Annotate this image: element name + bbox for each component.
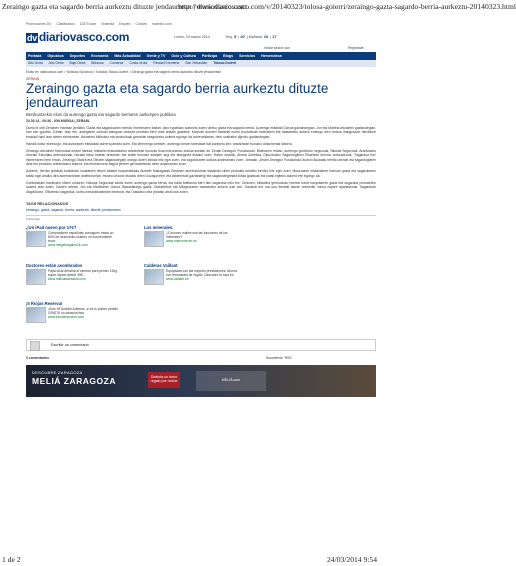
logo-badge: dv [27, 33, 37, 43]
weather-tomorrow-label: Mañana [248, 35, 262, 39]
weather-today-label: Hoy [225, 35, 233, 39]
logo-text: diariovasco.com [38, 30, 130, 44]
article-paragraph: Azkenik, herriko jendeak turistikoek kudeatzen diluen Aldabe kooperatibako Alobber Makagaazk Zerainen aurrerantzean eskainiko diren produktu turistiko berriez hitz egin zuen: Museoaren bisitaldiaren barruan gazta eta sagardoaren katak egin ahalko dira aurrerantzean asteburuetan, museo ondoan ekoiztu diren Gozaguneen; eta taldeentzat gaztandegi eta sagardotegietara bisita gidatuak eta katak egiteko aukera ere egongo da. [26, 169, 376, 178]
ad-title[interactable]: Los minerales. [144, 224, 174, 230]
masthead [26, 30, 376, 44]
nav-ocio-cultura[interactable]: Ocio y Cultura [171, 54, 196, 58]
subscribe-link[interactable]: Suscribirse [266, 355, 283, 360]
article-page [26, 22, 376, 397]
ad-text [48, 231, 120, 247]
ad-text [48, 307, 120, 319]
advertising-label: Publicidad [26, 216, 40, 221]
ads-block [26, 225, 376, 335]
breadcrumb: Estás en: diariovasco.com > Noticias Gipuzkoa > Noticias Tolosa-Goierri > Zeraingo gazta eta sagardo berria aurkeztu dituzte jendaurrean [26, 70, 222, 74]
weather-today-low: 5 [234, 34, 237, 39]
toplink-promociones[interactable]: Promociones DV [26, 22, 52, 26]
subscribe-links [266, 356, 292, 360]
ad-url[interactable]: www.vaillant.es [166, 277, 189, 282]
nav-participa[interactable]: Participa [201, 54, 218, 58]
ad-title[interactable]: Doctores están asombrados [26, 262, 83, 268]
register-link[interactable]: Regístrate [348, 46, 364, 50]
toplink-empleo[interactable]: Empleo [119, 22, 131, 26]
toplink-coches[interactable]: Coches [135, 22, 147, 26]
nav-servicios[interactable]: Servicios [239, 54, 256, 58]
subnav-bidasoa[interactable]: Bidasoa [91, 61, 104, 65]
nav-portada[interactable]: Portada [28, 54, 42, 58]
ad-banner-melia[interactable] [26, 365, 376, 397]
article-subhead: Benikuntzekin eloni da aurtengo gazta eta sagardo berriaren aurkezpen publikoa [26, 112, 176, 117]
tags-heading: TAGS RELACIONADOS [26, 201, 69, 206]
toplink-clasificados[interactable]: Clasificados [56, 22, 75, 26]
current-date: Lunes, 24 marzo 2014 [174, 35, 210, 39]
banner-cta[interactable]: Disfruta un bono regalo por noche [148, 372, 180, 388]
toplink-vivienda[interactable]: Vivienda [101, 22, 115, 26]
subnav-pasaia-errenteria[interactable]: Pasaia Errenteria [153, 61, 180, 65]
rss-link[interactable]: RSS [284, 355, 292, 360]
print-page-title: Zeraingo gazta eta sagardo berria aurkeztu dituzte jendaurrean | diariovasco.com [2, 2, 247, 11]
subnav-alto-urola[interactable]: Alto Urola [28, 61, 43, 65]
nav-gipuzkoa[interactable]: Gipuzkoa [47, 54, 64, 58]
ad-doctores[interactable] [26, 262, 121, 282]
page-number: 1 de 2 [2, 555, 21, 564]
ad-image[interactable] [144, 269, 164, 285]
ad-text [166, 269, 238, 281]
ad-url[interactable]: www.nutricentrum.es [166, 239, 197, 244]
ad-title[interactable]: Calderas Vaillant [144, 262, 178, 268]
ad-image[interactable] [26, 231, 46, 247]
weather-tomorrow-high: 17 [272, 34, 277, 39]
nav-hemeroteca[interactable]: Hemeroteca [261, 54, 282, 58]
weather-tomorrow-low: 10 [263, 34, 269, 39]
nav-mas-actualidad[interactable]: Más Actualidad [114, 54, 141, 58]
article-byline: 23.03.14 - 00:36 - ION MUÑOA | ZERAIN. [26, 119, 90, 123]
top-links-bar [26, 22, 376, 28]
banner-subtitle: DESCUBRE ZARAGOZA [32, 369, 83, 375]
nav-deportes[interactable]: Deportes [69, 54, 86, 58]
subnav-alto-deba[interactable]: Alto Deba [48, 61, 64, 65]
ad-url[interactable]: www.elcodeboccion.com [48, 315, 85, 320]
article-headline: Zeraingo gazta eta sagardo berria aurkeztu dituzte jendaurrean [26, 81, 329, 110]
article-paragraph: Zeraingo artzainen bizimodua oinarri hartuta, bisitariei erakustearko artzaintzari buruzko ikus-entzunezko edukia sustatu du 'Zerain Dezagun' Fundazioak. Bideoaren erdian, aurtengo gordetutu negusuak, Nikolas Segurolak. Arantzazko Antzain Eskolako arduradunak, hitzaldi labur batean artzainen eta ardiei buruzko azalpen argi eta atseginea eskaini zuen. Haren ondotik, Ainara Zubeldia, Gipuzkoako Sagardogileen Elkarteko turismo arduradunak, 'Sagardoa bizi' ekimenaren berri eman. Zeraingo Otatza eta Olharte sagardotegiek urango duten lekuaz hitz egin zuen, eta sagardoaren kultura azpimarratu zuen. Jarraian, Zerain Dezagun Fundazioko Andoni Aludaiak herriko artzain eta sagardogileen lana eta produktu artzaintzako aukera, eta etorkizunera begira jennen gerrantzitsuak diren azpimarratu zuen. [26, 149, 376, 167]
comments-bar [26, 354, 376, 362]
subnav-tolosa-goierri[interactable]: Tolosa-Goierri [213, 61, 237, 65]
nav-gente-tv[interactable]: Gente y TV [146, 54, 166, 58]
print-footer [0, 552, 400, 566]
article-paragraph: Duela bi urte Zerainen martxan jarritako 'Gazta eta sagardoaren merida' ekimenaren baitan, atzo egueldan aurkeztu zuten urteko gazta eta sagardo berria. Aurtengo ekitaldia Ganoa gaztandegian. Jon eta Martina artzainen gaztandegian, han zen goizeko 11etan. Izan ere, antegiaren ondoan kaleguan dotorea prestatu berri dute artzain gaztaiek. Karpolik dotoreri bisitariei euren produktuak erakustelo eta dastatzeko aukera emango dien txokoa inaugurazio herritarrei erakutsi nahi izan zieten ekimenean. Artzainen biitiruzko eta produktuak garrantzi ezagutzeko aukera egongo da aurrerantzean, herri sustraien dijeuko gaztandegian. [26, 126, 376, 139]
comment-count: 0 comentarios [26, 355, 49, 360]
ad-riojas[interactable] [26, 300, 121, 320]
subnav-bajo-deba[interactable]: Bajo Deba [69, 61, 86, 65]
nav-blogs[interactable]: Blogs [223, 54, 234, 58]
toplink-mueriho[interactable]: mueriho.com [151, 22, 172, 26]
banner-title: MELIÁ ZARAGOZA [32, 375, 116, 386]
print-page-url: http://www.diariovasco.com/v/20140323/tolosa-goierri/zeraingo-gazta-sagardo-berria-aurkeztu-20140323.html [178, 2, 516, 11]
weather-today-high: 20 [240, 34, 245, 39]
avatar [30, 341, 40, 351]
ad-text [166, 231, 238, 243]
ad-calderas[interactable] [144, 262, 239, 282]
main-nav [26, 52, 376, 60]
ad-title[interactable]: ¡5 Riojas Reserva! [26, 300, 63, 306]
ad-ipad[interactable] [26, 224, 121, 248]
ad-body: Equípadas con las mejores prestaciones. Ahorra con termostato de regalo. Descubre la tuya en [166, 268, 237, 277]
article-paragraph: Handik kultur ekeira igo, eta aurkezpen ekitaldiak aurrera jarraitu zuen. Eta lehenengo pertsen, aurtengo beste nobedade bat aurkeztu zen: artzaintzari buruzko dokumental laburra. [26, 141, 293, 146]
section-label[interactable]: ZERAIN [26, 77, 40, 81]
ad-body: ¡Sólo 4€ botella! Además, si es tu primer pedido GRATIS un sacacorchos [48, 306, 119, 315]
site-logo[interactable] [26, 30, 129, 44]
ad-body: ¿Conoces cuáles son las funciones de los minerales? [166, 230, 228, 239]
ad-text [48, 269, 120, 281]
sub-nav [26, 60, 376, 67]
ad-minerales[interactable] [144, 224, 239, 244]
subnav-san-sebastian[interactable]: San Sebastián [185, 61, 208, 65]
ad-url[interactable]: www.noticiasdesalud.com [48, 277, 86, 282]
ad-image[interactable] [144, 231, 164, 247]
sign-in-link[interactable]: Iniciar sesión con [264, 46, 291, 50]
date-weather: Lunes, 24 marzo 2014 Hoy 5 | 20 | Mañana 10 | 17 [174, 34, 277, 39]
print-datetime: 24/03/2014 9:54 [327, 555, 377, 564]
ad-image[interactable] [26, 269, 46, 285]
tags-list[interactable]: zeraingo, gazta, sagardo, berria, aurkeztu, dituzte, jendaurrean [26, 208, 376, 216]
nav-economia[interactable]: Economía [91, 54, 109, 58]
subnav-comarca[interactable]: Comarca [109, 61, 124, 65]
article-paragraph: Gonbidatuen hasierako hitzen ondoren, Nikolas Segurolak zaldiz euren aurtengo gazta berria, eta baita bottlarutu berri den sagardoa ireki ere. Ondoren, ekitaldira gerturatuko herritar nahiz kanpotarrek gazta eta sagardoa probatzeko aukera izan zuten. Gazten artean, Jon eta Martinaren Garoa, Basazabalgo gazta, Olabideikoa eta Milagrosaren dastatzeko aukera izan zen. Gazteok ere ooo-ooo ikertaki daude orainedik, bama zapore aparteskoak. Sagardoari dagokionez, Olharteko sagardoa, korbo-extsarkitzailedne denbora, eta Otatzako urtia probatu ahal izan zuten. [26, 180, 376, 194]
ad-title[interactable]: ¿Un iPad nuevo por 17€? [26, 224, 77, 230]
comment-input[interactable] [26, 339, 376, 351]
subnav-costa-urola[interactable]: Costa Urola [129, 61, 148, 65]
comment-placeholder[interactable]: Escribir un comentario [51, 342, 89, 347]
ad-image[interactable] [26, 307, 46, 323]
ad-url[interactable]: www.megabargains24.com [48, 243, 88, 248]
ad-body: Papá local desvela el secreto para perder 12kg super rápido desde 39€... [48, 268, 117, 277]
print-header [0, 0, 516, 14]
toplink-11870[interactable]: 11870.com [79, 22, 97, 26]
ad-body: Compradores españoles consiguen hasta un 80% de descuento usando un sorprendente truco [48, 230, 114, 244]
banner-logo: MELIÁ.com [196, 371, 266, 391]
login-bar [26, 44, 376, 51]
